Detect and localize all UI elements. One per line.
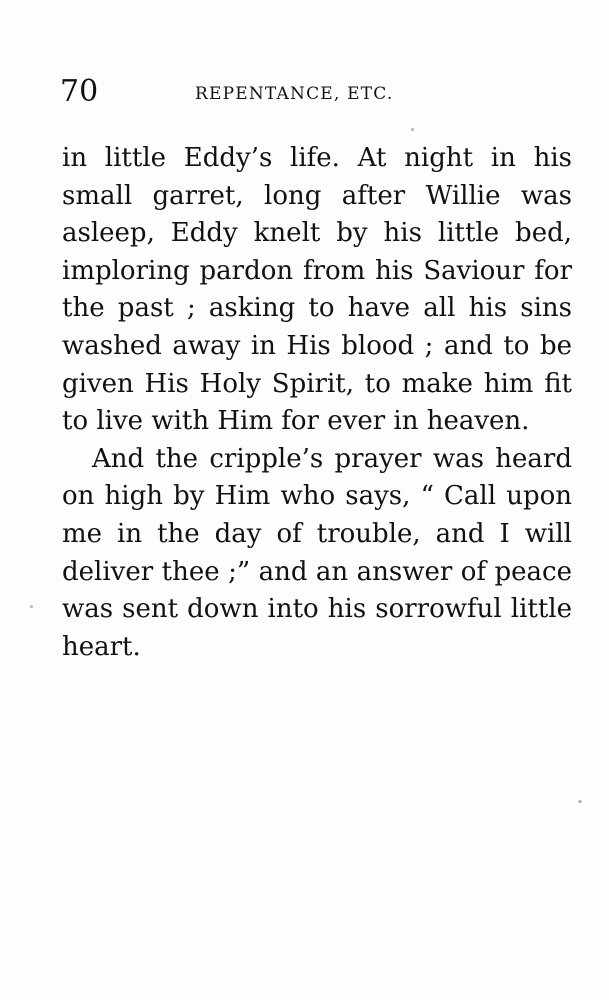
paper-speck: [578, 800, 582, 803]
running-head: [60, 74, 560, 114]
paragraph-2: [62, 441, 572, 667]
text-line: small garret, long after Willie was: [62, 180, 572, 211]
text-line: me in the day of trouble, and I will: [62, 518, 572, 549]
text-line: And the cripple’s prayer was heard: [92, 443, 572, 474]
paper-speck: [30, 605, 33, 608]
text-line: given His Holy Spirit, to make him fit: [62, 368, 572, 399]
running-title: REPENTANCE, ETC.: [195, 84, 394, 104]
text-line: was sent down into his sorrowful little: [62, 594, 572, 625]
body-text: [62, 140, 572, 666]
text-line: asleep, Eddy knelt by his little bed,: [62, 218, 572, 249]
text-line: to live with Him for ever in heaven.: [62, 406, 530, 437]
paper-speck: [411, 128, 414, 131]
text-line: imploring pardon from his Saviour for: [62, 255, 572, 286]
text-line: heart.: [62, 631, 141, 662]
paragraph-1: [62, 140, 572, 441]
text-line: on high by Him who says, “ Call upon: [62, 481, 572, 512]
page-number: 70: [60, 74, 99, 109]
text-line: deliver thee ;” and an answer of peace: [62, 556, 572, 587]
text-line: washed away in His blood ; and to be: [62, 330, 572, 361]
text-line: in little Eddy’s life. At night in his: [62, 143, 572, 173]
text-line: the past ; asking to have all his sins: [62, 293, 572, 324]
